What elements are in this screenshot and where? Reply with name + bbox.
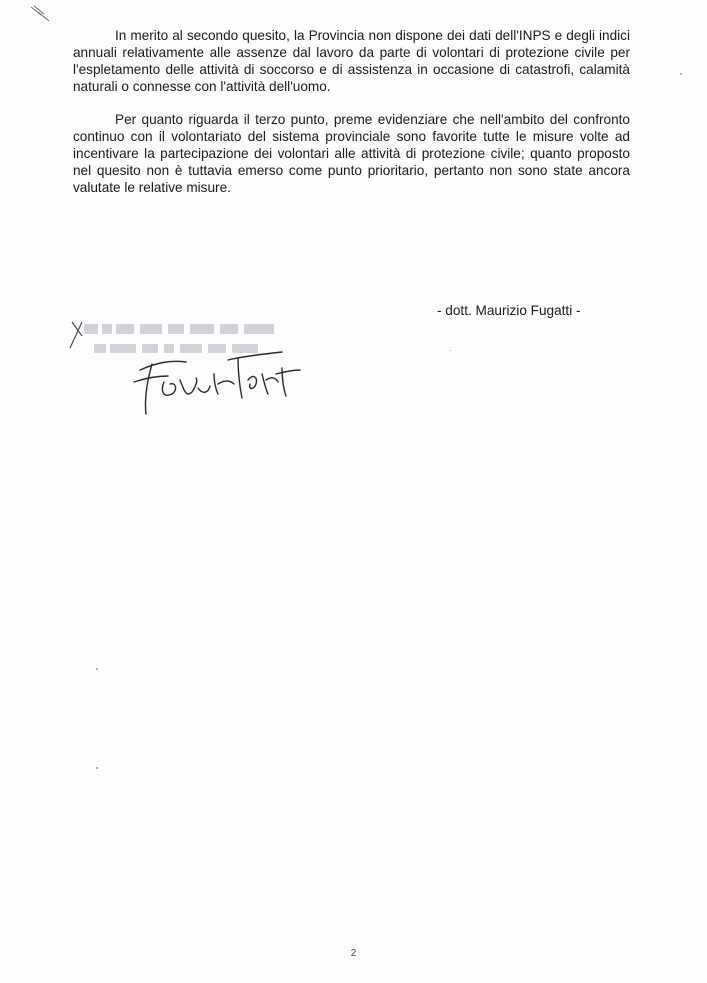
pen-scribble-icon xyxy=(28,4,52,24)
handwritten-signature-icon xyxy=(134,352,300,414)
scan-speck xyxy=(680,73,682,75)
scan-speck xyxy=(96,668,98,670)
paragraph-second-question: In merito al secondo quesito, la Provincia non dispone dei dati dell'INPS e degli indici annuali relativamente alle assenze dal lavoro da parte di volontari di protezione civile per l'espletamento delle attività di soccorso e di assistenza in occasione di catastrofi, calamità naturali o connesse con l'attività dell'uomo. xyxy=(73,28,630,94)
paragraph-third-point: Per quanto riguarda il terzo punto, preme evidenziare che nell'ambito del confronto continuo con il volontariato del sistema provinciale sono favorite tutte le misure volte ad incentivare la partecipazione dei volontari alle attività di protezione civile; quanto proposto nel quesito non è tuttavia emerso come punto prioritario, pertanto non sono state ancora valutate le relative misure. xyxy=(73,112,630,195)
page-number: 2 xyxy=(350,948,357,959)
official-stamp-icon xyxy=(68,318,308,428)
scan-speck xyxy=(96,767,98,769)
signatory-name: - dott. Maurizio Fugatti - xyxy=(437,303,581,318)
scan-speck xyxy=(450,350,451,351)
